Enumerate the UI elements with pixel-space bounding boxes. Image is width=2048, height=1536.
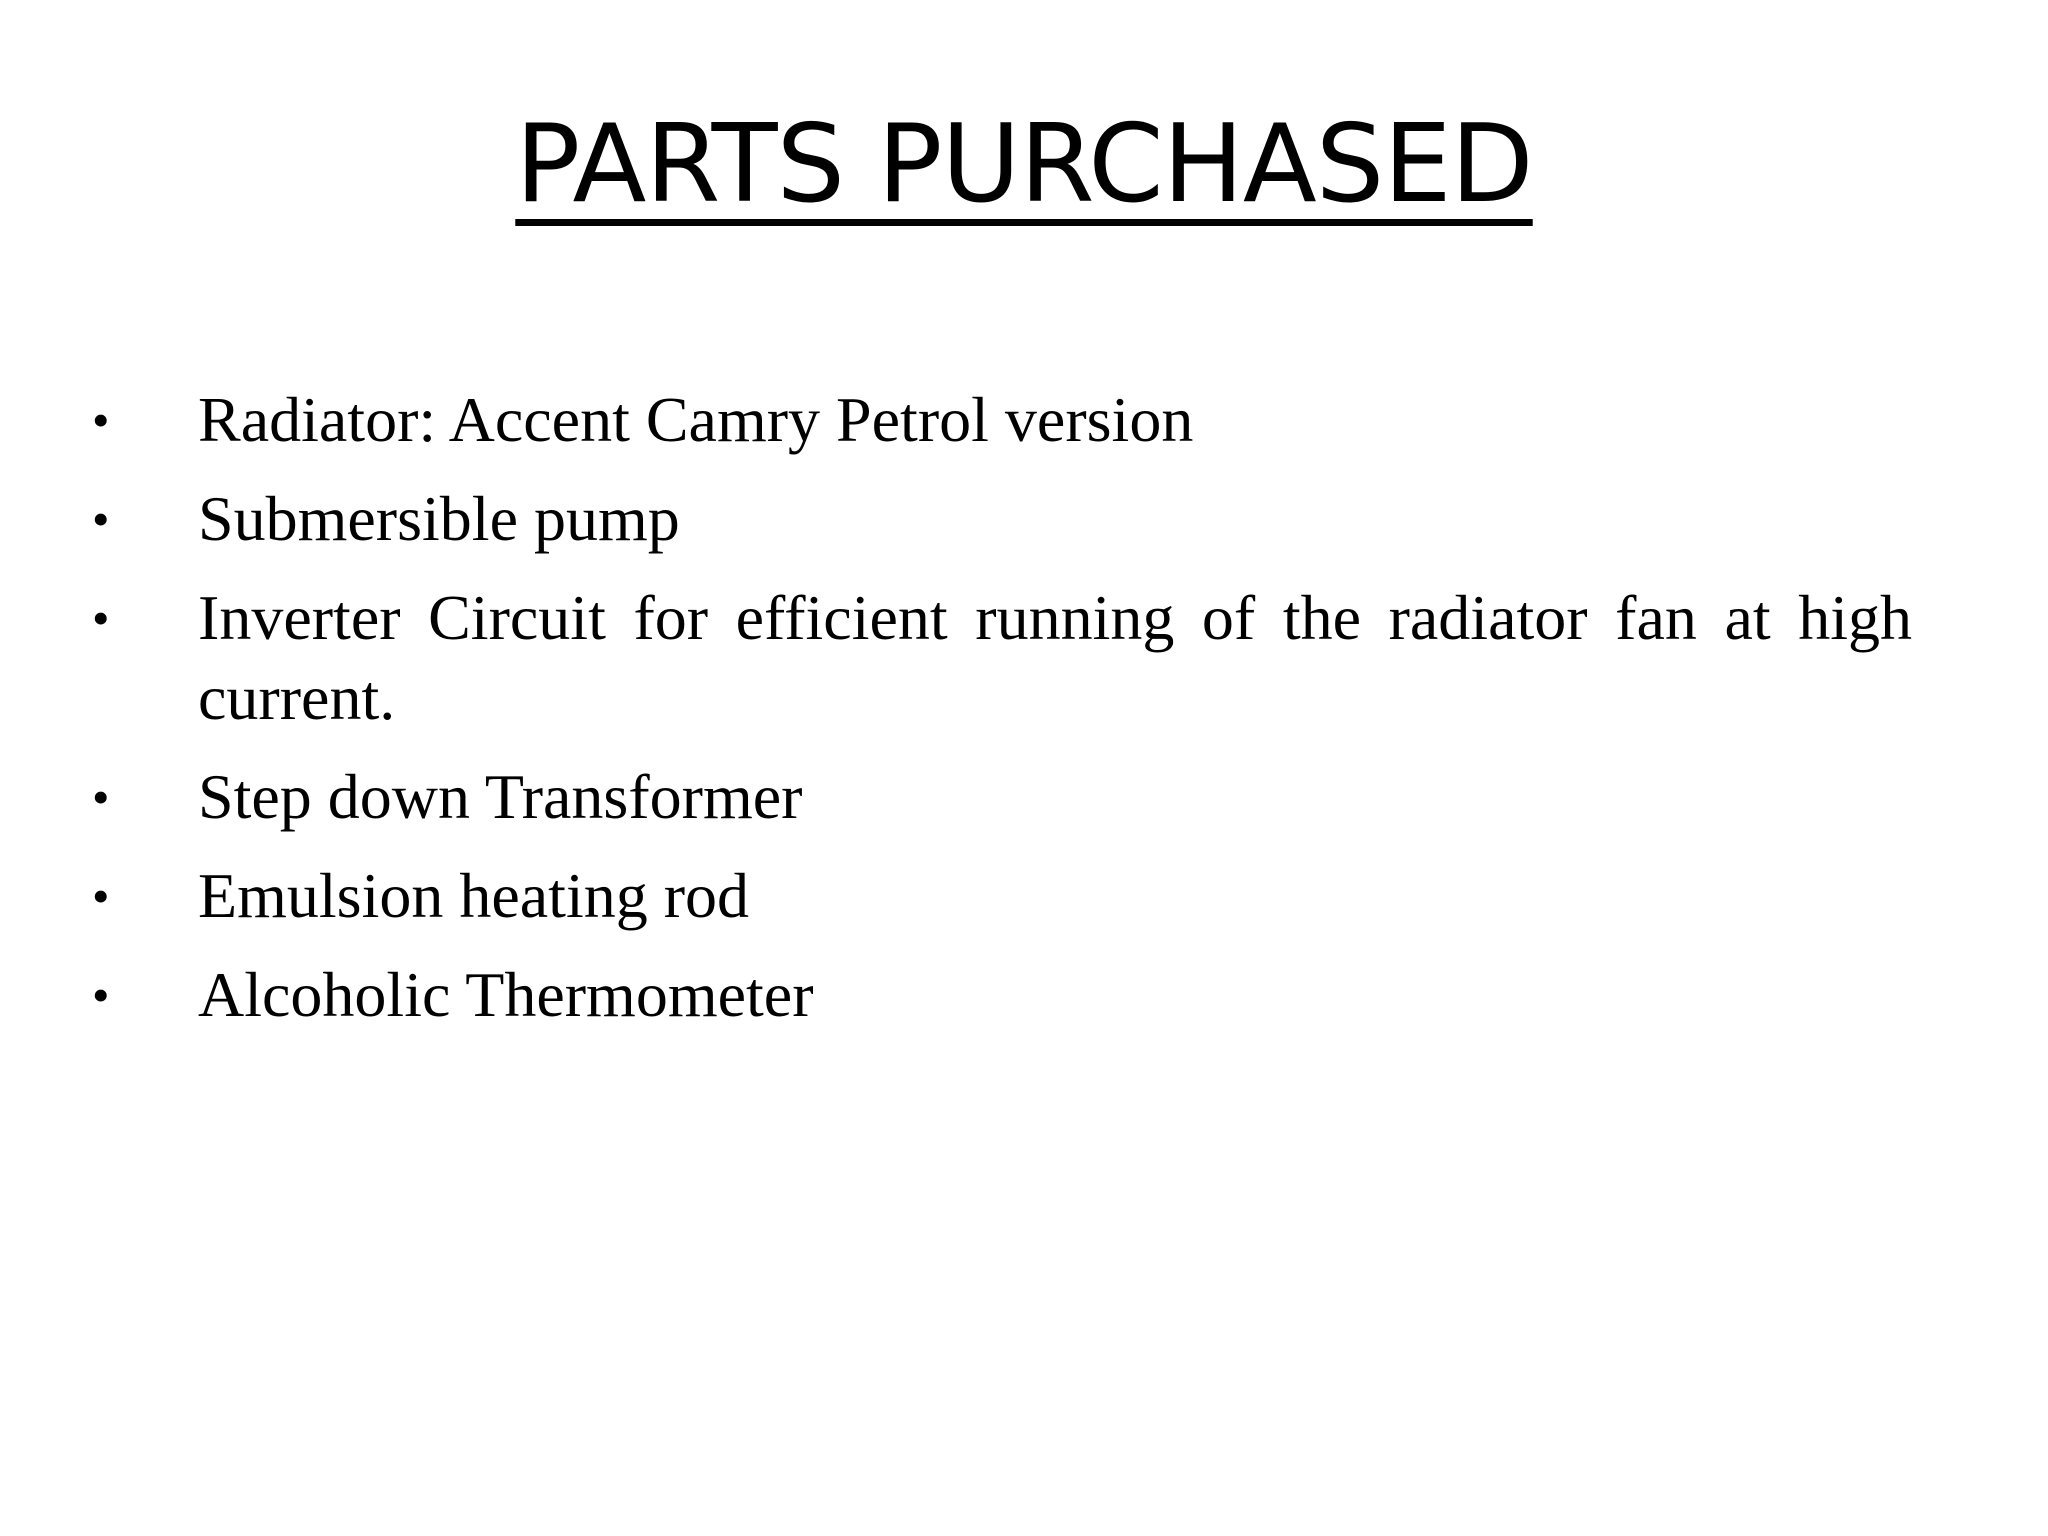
bullet-icon: • [92, 868, 110, 924]
list-item [92, 955, 1912, 1035]
list-item-text: Submersible pump [198, 483, 680, 554]
list-item [92, 578, 1912, 738]
list-item-text: Radiator: Accent Camry Petrol version [198, 384, 1194, 455]
list-item-text: Alcoholic Thermometer [198, 959, 814, 1030]
list-item-text: Emulsion heating rod [198, 860, 750, 931]
bullet-icon: • [92, 392, 110, 448]
list-item [92, 380, 1912, 460]
list-item-text: Inverter Circuit for efficient running of the radiator fan at high current. [198, 582, 1912, 733]
bullet-icon: • [92, 769, 110, 825]
list-item [92, 479, 1912, 559]
slide-title [0, 100, 2048, 230]
list-item [92, 856, 1912, 936]
parts-list [92, 380, 1912, 1054]
list-item [92, 757, 1912, 837]
slide-title-text: PARTS PURCHASED [515, 102, 1533, 227]
bullet-icon: • [92, 491, 110, 547]
bullet-icon: • [92, 967, 110, 1023]
bullet-icon: • [92, 590, 110, 646]
list-item-text: Step down Transformer [198, 761, 803, 832]
